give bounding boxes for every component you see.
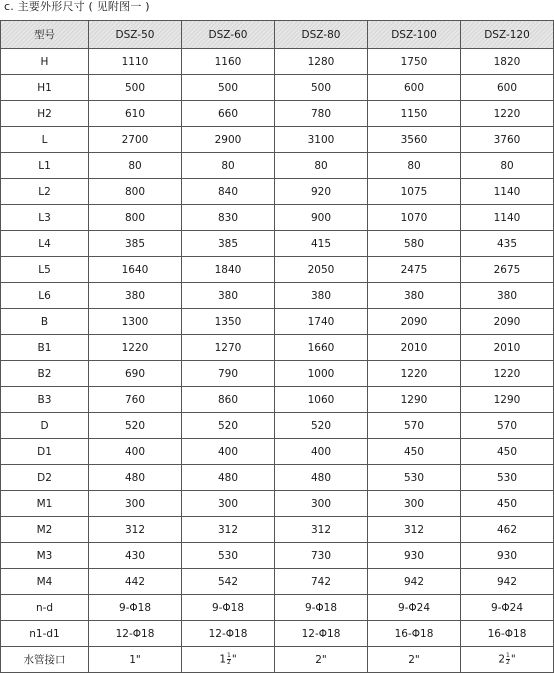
table-cell: 600: [461, 75, 554, 101]
table-cell: 300: [275, 491, 368, 517]
table-cell: 9-Φ18: [89, 595, 182, 621]
table-row: [1, 101, 554, 127]
row-label: H: [1, 49, 89, 75]
row-label: M1: [1, 491, 89, 517]
table-cell: 300: [368, 491, 461, 517]
table-cell: 600: [368, 75, 461, 101]
table-cell: 1300: [89, 309, 182, 335]
table-cell: 500: [275, 75, 368, 101]
table-row: [1, 309, 554, 335]
table-cell: 415: [275, 231, 368, 257]
table-cell: 450: [461, 439, 554, 465]
whole-part: 1: [219, 653, 226, 666]
table-cell: 780: [275, 101, 368, 127]
whole-part: 2: [498, 653, 505, 666]
table-cell: 9-Φ18: [275, 595, 368, 621]
dimensions-table: [0, 20, 554, 673]
table-cell: 80: [461, 153, 554, 179]
table-cell: 580: [368, 231, 461, 257]
table-cell: 435: [461, 231, 554, 257]
table-cell: 1350: [182, 309, 275, 335]
row-label: L4: [1, 231, 89, 257]
table-cell: 800: [89, 205, 182, 231]
table-cell: 300: [89, 491, 182, 517]
table-cell: 3760: [461, 127, 554, 153]
table-cell: 2675: [461, 257, 554, 283]
fraction-numerator: 1: [506, 652, 510, 659]
row-label: L3: [1, 205, 89, 231]
table-cell: 790: [182, 361, 275, 387]
table-cell: [182, 647, 275, 673]
table-cell: 942: [368, 569, 461, 595]
table-cell: 80: [368, 153, 461, 179]
fraction-denominator: 2: [227, 659, 231, 666]
row-label: L2: [1, 179, 89, 205]
row-label: B2: [1, 361, 89, 387]
row-label: B3: [1, 387, 89, 413]
table-cell: 12-Φ18: [182, 621, 275, 647]
table-cell: 2090: [368, 309, 461, 335]
table-cell: 520: [182, 413, 275, 439]
table-cell: 1740: [275, 309, 368, 335]
cell-value: 1": [129, 653, 141, 666]
table-cell: 16-Φ18: [368, 621, 461, 647]
table-cell: 1160: [182, 49, 275, 75]
table-cell: 742: [275, 569, 368, 595]
table-cell: 1290: [461, 387, 554, 413]
table-cell: 3100: [275, 127, 368, 153]
table-row: [1, 205, 554, 231]
row-label: n1-d1: [1, 621, 89, 647]
table-cell: 1840: [182, 257, 275, 283]
table-cell: 2900: [182, 127, 275, 153]
table-cell: 2010: [368, 335, 461, 361]
row-label: B: [1, 309, 89, 335]
table-cell: 660: [182, 101, 275, 127]
table-cell: [368, 647, 461, 673]
table-cell: 2700: [89, 127, 182, 153]
table-cell: [275, 647, 368, 673]
table-cell: 1750: [368, 49, 461, 75]
table-row: [1, 647, 554, 673]
row-label: L: [1, 127, 89, 153]
table-row: [1, 75, 554, 101]
table-cell: 430: [89, 543, 182, 569]
table-cell: 840: [182, 179, 275, 205]
table-cell: 80: [182, 153, 275, 179]
table-row: [1, 595, 554, 621]
table-cell: 1640: [89, 257, 182, 283]
table-cell: 1660: [275, 335, 368, 361]
fraction: [506, 653, 510, 666]
header-dsz-120: DSZ-120: [461, 21, 554, 49]
table-cell: 1270: [182, 335, 275, 361]
table-row: [1, 465, 554, 491]
table-row: [1, 153, 554, 179]
table-cell: 480: [89, 465, 182, 491]
table-cell: 9-Φ18: [182, 595, 275, 621]
row-label: n-d: [1, 595, 89, 621]
table-cell: 9-Φ24: [461, 595, 554, 621]
table-cell: 480: [182, 465, 275, 491]
header-dsz-60: DSZ-60: [182, 21, 275, 49]
table-cell: 442: [89, 569, 182, 595]
row-label: H1: [1, 75, 89, 101]
table-cell: 400: [275, 439, 368, 465]
table-cell: 1000: [275, 361, 368, 387]
table-cell: 500: [182, 75, 275, 101]
table-cell: 1075: [368, 179, 461, 205]
table-cell: 920: [275, 179, 368, 205]
table-cell: 690: [89, 361, 182, 387]
table-cell: 1220: [461, 361, 554, 387]
table-cell: 610: [89, 101, 182, 127]
table-cell: 1290: [368, 387, 461, 413]
table-cell: 400: [89, 439, 182, 465]
row-label: M3: [1, 543, 89, 569]
table-cell: 80: [275, 153, 368, 179]
row-label: M2: [1, 517, 89, 543]
table-cell: 16-Φ18: [461, 621, 554, 647]
table-cell: 830: [182, 205, 275, 231]
table-cell: 3560: [368, 127, 461, 153]
table-row: [1, 49, 554, 75]
row-label: L1: [1, 153, 89, 179]
table-cell: 520: [275, 413, 368, 439]
row-label: M4: [1, 569, 89, 595]
table-body: [1, 49, 554, 673]
header-dsz-50: DSZ-50: [89, 21, 182, 49]
table-cell: 380: [275, 283, 368, 309]
inch-mark: ": [231, 653, 237, 666]
table-cell: 570: [461, 413, 554, 439]
table-cell: 800: [89, 179, 182, 205]
table-row: [1, 127, 554, 153]
table-cell: 1220: [89, 335, 182, 361]
table-cell: 400: [182, 439, 275, 465]
table-cell: 385: [182, 231, 275, 257]
inch-mark: ": [510, 653, 516, 666]
table-row: [1, 543, 554, 569]
table-cell: 942: [461, 569, 554, 595]
header-dsz-80: DSZ-80: [275, 21, 368, 49]
table-cell: 80: [89, 153, 182, 179]
row-label: B1: [1, 335, 89, 361]
table-cell: 530: [368, 465, 461, 491]
table-cell: 1140: [461, 179, 554, 205]
table-cell: 300: [182, 491, 275, 517]
cell-value: 2": [315, 653, 327, 666]
table-cell: 542: [182, 569, 275, 595]
table-row: [1, 387, 554, 413]
table-cell: 900: [275, 205, 368, 231]
table-cell: [89, 647, 182, 673]
table-cell: 2090: [461, 309, 554, 335]
table-cell: 930: [461, 543, 554, 569]
table-cell: 380: [89, 283, 182, 309]
row-label: H2: [1, 101, 89, 127]
table-cell: 480: [275, 465, 368, 491]
table-cell: 312: [182, 517, 275, 543]
table-cell: 2010: [461, 335, 554, 361]
table-row: [1, 231, 554, 257]
table-cell: 520: [89, 413, 182, 439]
table-row: [1, 621, 554, 647]
fraction-denominator: 2: [506, 659, 510, 666]
table-row: [1, 491, 554, 517]
row-label: D: [1, 413, 89, 439]
table-cell: 730: [275, 543, 368, 569]
section-caption: c. 主要外形尺寸 ( 见附图一 ): [4, 0, 150, 13]
header-model: 型号: [1, 21, 89, 49]
table-cell: 530: [461, 465, 554, 491]
table-cell: 1220: [368, 361, 461, 387]
table-cell: 760: [89, 387, 182, 413]
table-cell: 1060: [275, 387, 368, 413]
table-cell: 860: [182, 387, 275, 413]
row-label: D2: [1, 465, 89, 491]
row-label: D1: [1, 439, 89, 465]
table-cell: 1070: [368, 205, 461, 231]
table-cell: 450: [368, 439, 461, 465]
table-cell: 12-Φ18: [275, 621, 368, 647]
header-row: [1, 21, 554, 49]
table-cell: 9-Φ24: [368, 595, 461, 621]
table-cell: 1150: [368, 101, 461, 127]
table-cell: 380: [368, 283, 461, 309]
table-cell: 500: [89, 75, 182, 101]
table-cell: 385: [89, 231, 182, 257]
row-label: L6: [1, 283, 89, 309]
table-cell: 380: [182, 283, 275, 309]
table-cell: 930: [368, 543, 461, 569]
table-cell: 570: [368, 413, 461, 439]
table-cell: 462: [461, 517, 554, 543]
table-cell: 530: [182, 543, 275, 569]
table-cell: 1140: [461, 205, 554, 231]
table-cell: 2050: [275, 257, 368, 283]
table-cell: 450: [461, 491, 554, 517]
table-row: [1, 439, 554, 465]
fraction: [227, 653, 231, 666]
table-cell: 1110: [89, 49, 182, 75]
table-cell: 312: [368, 517, 461, 543]
table-cell: 312: [275, 517, 368, 543]
table-row: [1, 335, 554, 361]
table-row: [1, 517, 554, 543]
table-row: [1, 569, 554, 595]
table-cell: 2475: [368, 257, 461, 283]
table-cell: 1820: [461, 49, 554, 75]
table-row: [1, 283, 554, 309]
header-dsz-100: DSZ-100: [368, 21, 461, 49]
table-row: [1, 413, 554, 439]
table-cell: 380: [461, 283, 554, 309]
row-label: L5: [1, 257, 89, 283]
table-row: [1, 257, 554, 283]
table-cell: 1220: [461, 101, 554, 127]
table-row: [1, 361, 554, 387]
row-label: 水管接口: [1, 647, 89, 673]
table-row: [1, 179, 554, 205]
fraction-numerator: 1: [227, 652, 231, 659]
table-cell: 312: [89, 517, 182, 543]
table-cell: [461, 647, 554, 673]
cell-value: 2": [408, 653, 420, 666]
table-cell: 1280: [275, 49, 368, 75]
table-cell: 12-Φ18: [89, 621, 182, 647]
